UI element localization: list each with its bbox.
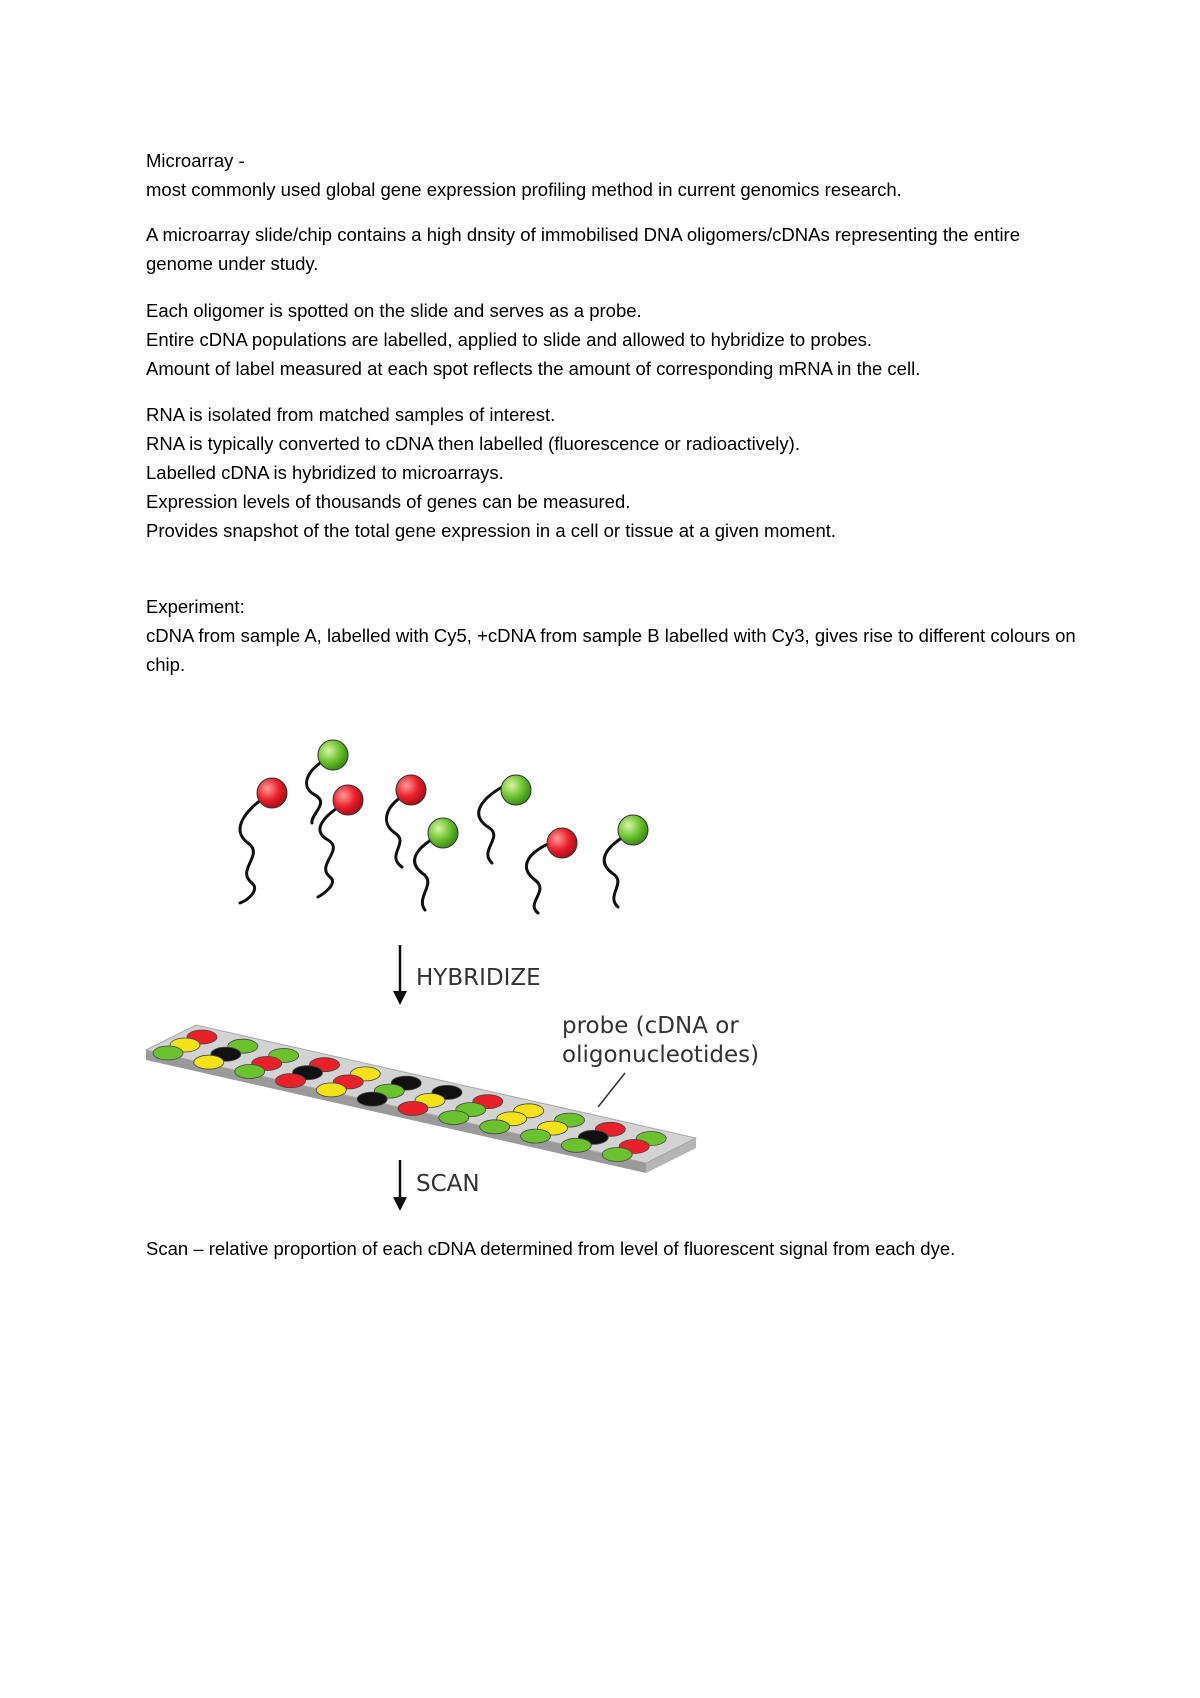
scan-label: SCAN xyxy=(416,1171,480,1197)
probe-spot-green xyxy=(521,1129,551,1143)
cdna-strand xyxy=(479,787,502,863)
scan-text: Scan – relative proportion of each cDNA determined from level of fluorescent signal from each dye. xyxy=(146,1238,956,1259)
rna-line: Labelled cDNA is hybridized to microarrays. xyxy=(146,462,504,483)
intro-definition: most commonly used global gene expression profiling method in current genomics research. xyxy=(146,179,902,200)
experiment-heading: Experiment: xyxy=(146,596,245,617)
rna-line: RNA is typically converted to cDNA then labelled (fluorescence or radioactively). xyxy=(146,433,800,454)
probe-spot-yellow xyxy=(194,1055,224,1069)
hybridize-arrow-icon xyxy=(393,945,407,1005)
red-dye-icon xyxy=(257,778,287,808)
probe-spot-black xyxy=(357,1092,387,1106)
probe-spot-green xyxy=(439,1111,469,1125)
label-dyes xyxy=(257,740,648,858)
probe-spot-yellow xyxy=(316,1083,346,1097)
probe-spot-red xyxy=(276,1074,306,1088)
probe-line: Amount of label measured at each spot reflects the amount of corresponding mRNA in the cell. xyxy=(146,358,921,379)
red-dye-icon xyxy=(547,828,577,858)
hybridize-label: HYBRIDIZE xyxy=(416,965,541,991)
probe-spot-green xyxy=(235,1065,265,1079)
red-dye-icon xyxy=(333,785,363,815)
intro-block xyxy=(146,146,1086,204)
rna-line: Provides snapshot of the total gene expression in a cell or tissue at a given moment. xyxy=(146,520,837,541)
rna-line: RNA is isolated from matched samples of interest. xyxy=(146,404,556,425)
probe-spot-green xyxy=(602,1148,632,1162)
probe-line: Each oligomer is spotted on the slide and serves as a probe. xyxy=(146,300,642,321)
green-dye-icon xyxy=(318,740,348,770)
experiment-text: cDNA from sample A, labelled with Cy5, +cDNA from sample B labelled with Cy3, gives rise to different colours on chip. xyxy=(146,625,1076,675)
probe-paragraph-block xyxy=(146,296,1086,383)
cdna-strand xyxy=(526,843,550,913)
probe-spot-green xyxy=(480,1120,510,1134)
green-dye-icon xyxy=(618,815,648,845)
chip-paragraph: A microarray slide/chip contains a high dnsity of immobilised DNA oligomers/cDNAs representing the entire genome under study. xyxy=(146,224,1020,274)
probe-spot-green xyxy=(561,1138,591,1152)
microarray-diagram xyxy=(140,715,780,1215)
scan-block xyxy=(146,1234,1086,1263)
cdna-strand xyxy=(604,833,630,907)
probe-label-line2: oligonucleotides) xyxy=(562,1042,760,1068)
experiment-block xyxy=(146,592,1086,679)
cdna-strand xyxy=(318,803,345,897)
scan-arrow-icon xyxy=(393,1160,407,1211)
rna-paragraph-block xyxy=(146,400,1086,545)
rna-line: Expression levels of thousands of genes can be measured. xyxy=(146,491,631,512)
cdna-strand xyxy=(240,795,268,903)
probe-spot-green xyxy=(153,1046,183,1060)
intro-heading: Microarray - xyxy=(146,150,245,171)
probe-line: Entire cDNA populations are labelled, applied to slide and allowed to hybridize to probes. xyxy=(146,329,873,350)
green-dye-icon xyxy=(501,775,531,805)
probe-spot-red xyxy=(398,1101,428,1115)
chip-paragraph-block xyxy=(146,220,1086,278)
probe-label-line1: probe (cDNA or xyxy=(562,1013,739,1039)
green-dye-icon xyxy=(428,818,458,848)
red-dye-icon xyxy=(396,775,426,805)
probe-pointer xyxy=(598,1073,625,1107)
